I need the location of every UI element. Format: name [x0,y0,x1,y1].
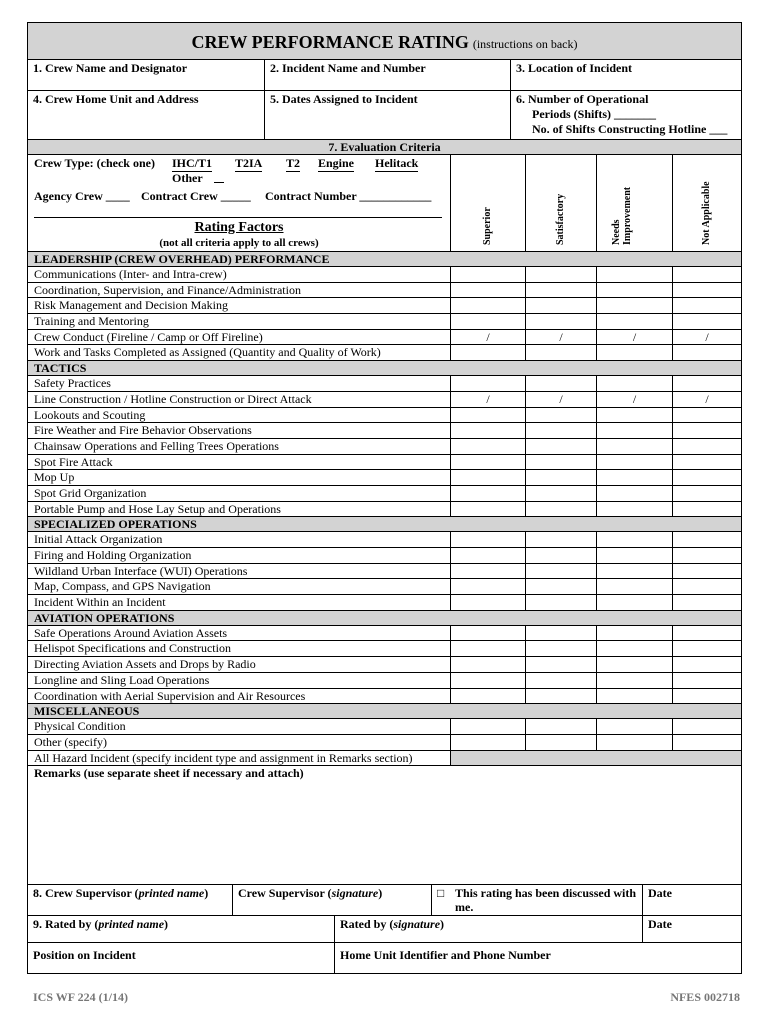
rating-checkbox[interactable] [526,532,597,547]
rating-row [28,548,741,564]
rating-checkbox[interactable] [526,455,597,470]
rating-checkbox[interactable] [526,423,597,438]
rating-checkbox[interactable] [451,735,526,750]
operational-periods-field[interactable] [511,91,741,139]
rating-row [28,439,741,455]
rating-checkbox[interactable] [673,455,741,470]
rating-checkbox[interactable]: / [597,330,673,345]
rating-factor-label: Line Construction / Hotline Construction or Direct Attack [28,392,451,407]
superior-label: Superior [482,207,493,245]
rating-checkbox[interactable] [673,408,741,423]
rating-checkbox[interactable] [597,267,673,282]
agency-crew-field[interactable]: Agency Crew ____ [34,189,130,203]
crew-type-ihc[interactable]: IHC/T1 [172,156,213,170]
needs-improvement-label: Needs Improvement [610,186,633,245]
incident-name-field[interactable]: 2. Incident Name and Number [265,60,511,90]
rating-checkbox[interactable] [451,298,526,313]
rating-checkbox[interactable]: / [705,329,709,344]
rating-checkbox[interactable] [673,673,741,688]
rating-factor-label: Chainsaw Operations and Felling Trees Operations [28,439,451,454]
rating-checkbox[interactable] [673,283,741,298]
rating-checkbox[interactable] [597,689,673,704]
rating-checkbox[interactable] [673,657,741,672]
rating-checkbox[interactable]: / [526,392,597,407]
rating-factor-label: Work and Tasks Completed as Assigned (Quantity and Quality of Work) [28,345,451,360]
crew-type-t2ia[interactable]: T2IA [235,156,263,170]
rating-row [28,657,741,673]
rating-factor-label: Mop Up [28,470,451,485]
rating-checkbox[interactable] [597,439,673,454]
rating-row [28,626,741,642]
rating-checkbox[interactable] [526,376,597,391]
supervisor-date-label: Date [648,886,672,901]
rating-checkbox[interactable] [597,298,673,313]
rating-row [28,314,741,330]
rating-checkbox[interactable] [673,579,741,594]
nfes-number: NFES 002718 [670,990,740,1004]
rating-checkbox[interactable] [597,673,673,688]
rating-checkbox[interactable] [526,673,597,688]
form-number: ICS WF 224 (1/14) [33,990,129,1004]
remarks-area[interactable] [28,766,741,885]
section-aviation: AVIATION OPERATIONS [28,611,741,626]
rating-checkbox[interactable] [451,439,526,454]
rating-checkbox[interactable] [673,595,741,610]
contract-crew-field[interactable]: Contract Crew _____ [141,189,251,203]
rating-checkbox[interactable] [526,735,597,750]
rating-factor-label: Initial Attack Organization [28,532,451,547]
rating-header [28,155,741,252]
rating-row [28,298,741,314]
rating-factor-label: Spot Fire Attack [28,455,451,470]
rating-row [28,751,741,767]
rating-checkbox[interactable] [451,486,526,501]
rating-row [28,455,741,471]
section-tactics: TACTICS [28,361,741,376]
rating-checkbox[interactable] [526,314,597,329]
rating-checkbox[interactable] [526,641,597,656]
rating-row [28,641,741,657]
superior-column-header [451,155,526,251]
rated-by-close: ) [164,917,169,932]
rating-factor-label: Lookouts and Scouting [28,408,451,423]
rated-by-name-field[interactable] [28,916,335,942]
rating-factor-label: Map, Compass, and GPS Navigation [28,579,451,594]
rating-checkbox[interactable] [597,376,673,391]
rating-checkbox[interactable] [597,486,673,501]
rated-by-sig-a: Rated by ( [340,917,394,932]
rating-checkbox[interactable] [597,532,673,547]
crew-type-label: Crew Type: (check one) [34,156,155,170]
blank-line [34,217,442,218]
rating-checkbox[interactable] [451,548,526,563]
crew-name-field[interactable]: 1. Crew Name and Designator [28,60,265,90]
rating-factors-title: Rating Factors [194,220,284,235]
rated-by-date-label: Date [648,917,672,932]
rating-checkbox[interactable] [526,439,597,454]
rating-checkbox[interactable] [597,595,673,610]
crew-type-t2[interactable]: T2 [286,156,301,170]
rating-checkbox[interactable] [526,564,597,579]
rating-checkbox[interactable] [597,345,673,360]
section-misc: MISCELLANEOUS [28,704,741,719]
rating-checkbox[interactable] [451,657,526,672]
rating-row [28,564,741,580]
rating-checkbox[interactable]: / [526,330,597,345]
supervisor-name-num: 8. Crew Supervisor ( [33,886,139,901]
rating-checkbox[interactable] [451,626,526,641]
rating-checkbox[interactable] [526,408,597,423]
rating-factor-label: Safe Operations Around Aviation Assets [28,626,451,641]
rating-checkbox[interactable] [451,345,526,360]
supervisor-sig-c: ) [378,886,383,901]
home-unit-field[interactable]: 4. Crew Home Unit and Address [28,91,265,139]
contract-number-field[interactable]: Contract Number ____________ [265,189,432,203]
rating-checkbox[interactable] [526,267,597,282]
rating-row [28,423,741,439]
remarks-label: Remarks (use separate sheet if necessary and attach) [34,766,304,781]
rating-checkbox[interactable] [673,502,741,517]
not-applicable-column-header [673,155,741,251]
rated-by-printed: printed name [98,917,165,932]
rated-by-sig-b: signature [393,917,441,932]
rating-checkbox[interactable] [597,408,673,423]
rating-checkbox[interactable] [673,267,741,282]
rating-checkbox[interactable] [526,689,597,704]
rating-checkbox[interactable] [597,423,673,438]
rating-checkbox[interactable] [526,283,597,298]
rating-row [28,392,741,408]
discussed-label: This rating has been discussed with me. [455,886,637,915]
rating-table [28,252,741,766]
rating-checkbox[interactable] [451,641,526,656]
periods-label-1: 6. Number of Operational [516,92,649,106]
rating-checkbox[interactable] [526,345,597,360]
supervisor-sig-b: signature [331,886,379,901]
rating-factor-label: Training and Mentoring [28,314,451,329]
supervisor-name-field[interactable] [28,885,233,915]
rating-checkbox[interactable] [673,641,741,656]
position-row [28,943,741,973]
not-applicable-label: Not Applicable [701,181,712,245]
rating-checkbox[interactable] [451,314,526,329]
rating-checkbox[interactable] [451,502,526,517]
rating-factor-label: All Hazard Incident (specify incident type and assignment in Remarks section) [28,751,451,766]
rating-row [28,673,741,689]
rating-row [28,719,741,735]
rating-factor-label: Portable Pump and Hose Lay Setup and Operations [28,502,451,517]
rating-checkbox[interactable] [597,502,673,517]
rating-row [28,330,741,346]
rating-row [28,689,741,705]
rating-checkbox[interactable] [597,455,673,470]
rating-factor-label: Coordination, Supervision, and Finance/Administration [28,283,451,298]
rating-factor-label: Directing Aviation Assets and Drops by Radio [28,657,451,672]
supervisor-name-close: ) [204,886,209,901]
supervisor-row [28,885,741,916]
rating-row [28,376,741,392]
rating-row [28,408,741,424]
crew-info-block [28,155,451,251]
rating-row [28,579,741,595]
fields-row-1 [28,60,741,91]
rating-checkbox[interactable]: / [451,392,526,407]
satisfactory-column-header [526,155,597,251]
periods-label-2: Periods (Shifts) _______ [532,107,656,121]
home-unit-phone-field[interactable]: Home Unit Identifier and Phone Number [340,948,551,963]
incident-location-field[interactable]: 3. Location of Incident [516,61,633,75]
rating-factor-label: Longline and Sling Load Operations [28,673,451,688]
rating-checkbox[interactable] [451,267,526,282]
rating-checkbox[interactable] [597,657,673,672]
rating-checkbox[interactable] [673,564,741,579]
rating-checkbox[interactable] [673,548,741,563]
supervisor-name-printed: printed name [138,886,205,901]
rating-row [28,502,741,518]
rating-checkbox[interactable] [526,579,597,594]
rating-checkbox[interactable] [597,548,673,563]
rating-factor-label: Wildland Urban Interface (WUI) Operations [28,564,451,579]
rating-checkbox[interactable] [451,564,526,579]
rating-checkbox[interactable] [597,564,673,579]
discussed-field[interactable] [432,885,643,915]
rating-checkbox[interactable] [526,470,597,485]
rated-by-date-field[interactable] [643,916,741,942]
rating-checkbox[interactable] [451,283,526,298]
rated-by-num: 9. Rated by ( [33,917,99,932]
rating-checkbox[interactable] [673,345,741,360]
crew-type-engine[interactable]: Engine [318,156,355,170]
rating-factor-label: Other (specify) [28,735,451,750]
rating-checkbox[interactable] [451,470,526,485]
rating-checkbox[interactable] [673,626,741,641]
rating-checkbox[interactable] [597,579,673,594]
rating-factor-label: Helispot Specifications and Construction [28,641,451,656]
rating-row [28,486,741,502]
rating-row [28,267,741,283]
section-leadership: LEADERSHIP (CREW OVERHEAD) PERFORMANCE [28,252,741,267]
supervisor-signature-field[interactable] [233,885,432,915]
crew-type-other[interactable]: Other [172,171,203,185]
rating-checkbox[interactable] [673,689,741,704]
rating-checkbox[interactable]: / [705,391,709,406]
rating-factor-label: Coordination with Aerial Supervision and Air Resources [28,689,451,704]
rating-checkbox[interactable] [526,548,597,563]
rating-checkbox[interactable] [451,408,526,423]
rated-by-signature-field[interactable] [335,916,643,942]
rating-checkbox[interactable] [597,470,673,485]
rating-checkbox[interactable] [597,283,673,298]
rating-factor-label: Fire Weather and Fire Behavior Observations [28,423,451,438]
crew-type-helitack[interactable]: Helitack [375,156,419,170]
rating-checkbox[interactable] [673,423,741,438]
rating-factors-note: (not all criteria apply to all crews) [159,237,319,249]
hotline-shifts-label: No. of Shifts Constructing Hotline ___ [532,122,728,136]
dates-assigned-field[interactable]: 5. Dates Assigned to Incident [265,91,511,139]
rating-checkbox[interactable] [597,641,673,656]
rating-checkbox[interactable] [597,719,673,734]
rating-checkbox[interactable] [451,532,526,547]
rating-checkbox[interactable] [451,689,526,704]
rating-factor-label: Risk Management and Decision Making [28,298,451,313]
supervisor-sig-a: Crew Supervisor ( [238,886,332,901]
satisfactory-label: Satisfactory [555,193,566,245]
rating-factor-label: Incident Within an Incident [28,595,451,610]
rating-factor-label: Safety Practices [28,376,451,391]
form-title-bar [28,23,741,60]
rating-checkbox[interactable] [673,719,741,734]
rating-row [28,735,741,751]
rating-factor-label: Communications (Inter- and Intra-crew) [28,267,451,282]
form-title-note: (instructions on back) [472,37,578,51]
rating-checkbox[interactable] [451,455,526,470]
rating-checkbox[interactable] [451,423,526,438]
rating-row [28,470,741,486]
form-title: CREW PERFORMANCE RATING [191,32,469,52]
section-specialized: SPECIALIZED OPERATIONS [28,517,741,532]
rating-checkbox[interactable] [451,579,526,594]
rating-checkbox[interactable] [526,595,597,610]
rating-checkbox[interactable] [673,532,741,547]
rated-by-sig-c: ) [440,917,445,932]
rating-factor-label: Spot Grid Organization [28,486,451,501]
rating-checkbox[interactable] [451,376,526,391]
rating-checkbox[interactable] [526,298,597,313]
fields-row-2 [28,91,741,140]
needs-improvement-column-header [597,155,673,251]
rating-row [28,283,741,299]
crew-performance-form [27,22,742,974]
rating-checkbox[interactable] [451,673,526,688]
rating-checkbox[interactable] [597,314,673,329]
rating-checkbox[interactable] [673,735,741,750]
supervisor-date-field[interactable] [643,885,741,915]
rating-checkbox[interactable] [526,657,597,672]
position-field[interactable]: Position on Incident [28,943,335,973]
rating-checkbox[interactable] [451,719,526,734]
rating-checkbox[interactable] [673,439,741,454]
rating-checkbox[interactable] [673,298,741,313]
other-blank [214,182,224,183]
rating-checkbox[interactable] [526,626,597,641]
rating-checkbox[interactable] [673,376,741,391]
rating-checkbox[interactable]: / [597,392,673,407]
rating-checkbox[interactable] [597,735,673,750]
rating-row [28,532,741,548]
rating-factor-label: Physical Condition [28,719,451,734]
rating-checkbox[interactable] [526,486,597,501]
discussed-checkbox[interactable]: □ [437,886,445,901]
rating-row [28,595,741,611]
rating-checkbox[interactable] [526,719,597,734]
rating-factor-label: Crew Conduct (Fireline / Camp or Off Fireline) [28,330,451,345]
rating-checkbox[interactable] [673,486,741,501]
evaluation-criteria-header: 7. Evaluation Criteria [28,140,741,155]
rating-checkbox[interactable] [673,314,741,329]
rated-by-row [28,916,741,943]
rating-checkbox[interactable] [526,502,597,517]
rating-checkbox[interactable] [451,595,526,610]
rating-factor-label: Firing and Holding Organization [28,548,451,563]
rating-checkbox[interactable] [597,626,673,641]
rating-checkbox[interactable]: / [451,330,526,345]
shaded-cell [451,751,741,766]
rating-checkbox[interactable] [673,470,741,485]
rating-row [28,345,741,361]
